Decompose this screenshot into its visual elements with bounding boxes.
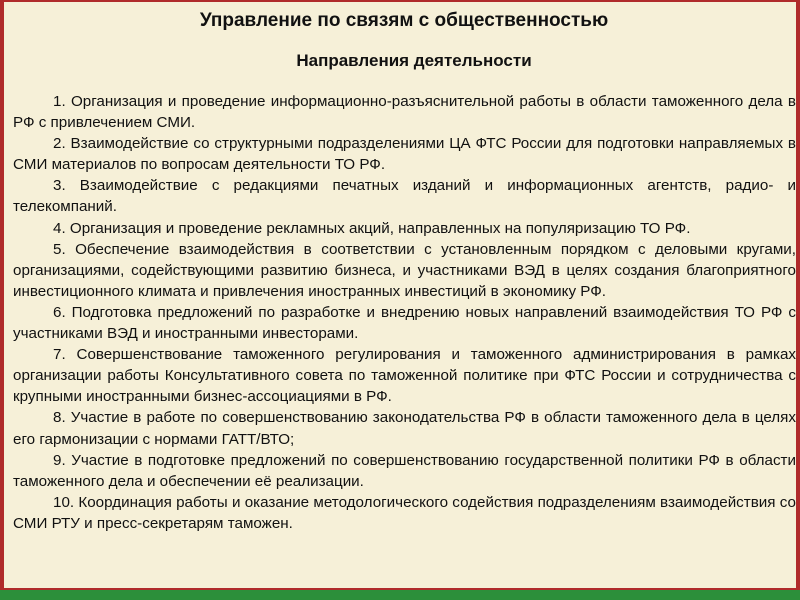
list-item: 9. Участие в подготовке предложений по совершенствованию государственной политики РФ в области таможенного дела и обеспечении её реализации.	[13, 451, 796, 490]
list-item: 3. Взаимодействие с редакциями печатных изданий и информационных агентств, радио- и телекомпаний.	[13, 177, 796, 216]
list-item: 2. Взаимодействие со структурными подразделениями ЦА ФТС России для подготовки направляемых в СМИ материалов по вопросам деятельности ТО РФ.	[13, 135, 796, 174]
activity-list	[13, 91, 796, 534]
list-item: 7. Совершенствование таможенного регулирования и таможенного администрирования в рамках организации работы Консультативного совета по таможенной политике при ФТС России и сотрудничества с крупными иностранными бизнес-ассоциациями в РФ.	[13, 346, 796, 406]
list-item: 5. Обеспечение взаимодействия в соответствии с установленным порядком с деловыми кругами, организациями, содействующими развитию бизнеса, и участниками ВЭД в целях создания благоприятного инвестиционного климата и привлечения иностранных инвестиций в экономику РФ.	[13, 240, 796, 300]
bottom-decorative-bar	[0, 588, 800, 600]
list-item: 8. Участие в работе по совершенствованию законодательства РФ в области таможенного дела в целях его гармонизации с нормами ГАТТ/ВТО;	[13, 409, 796, 448]
slide-subtitle: Направления деятельности	[296, 51, 532, 70]
list-item: 10. Координация работы и оказание методологического содействия подразделениям взаимодействия со СМИ РТУ и пресс-секретарям таможен.	[13, 493, 796, 532]
list-item: 6. Подготовка предложений по разработке и внедрению новых направлений взаимодействия ТО РФ с участниками ВЭД и иностранными инвесторами.	[13, 303, 796, 343]
slide-title: Управление по связям с общественностью	[199, 10, 609, 31]
list-item: 4. Организация и проведение рекламных акций, направленных на популяризацию ТО РФ.	[53, 219, 691, 237]
list-item: 1. Организация и проведение информационно-разъяснительной работы в области таможенного дела в РФ с привлечением СМИ.	[13, 93, 796, 132]
